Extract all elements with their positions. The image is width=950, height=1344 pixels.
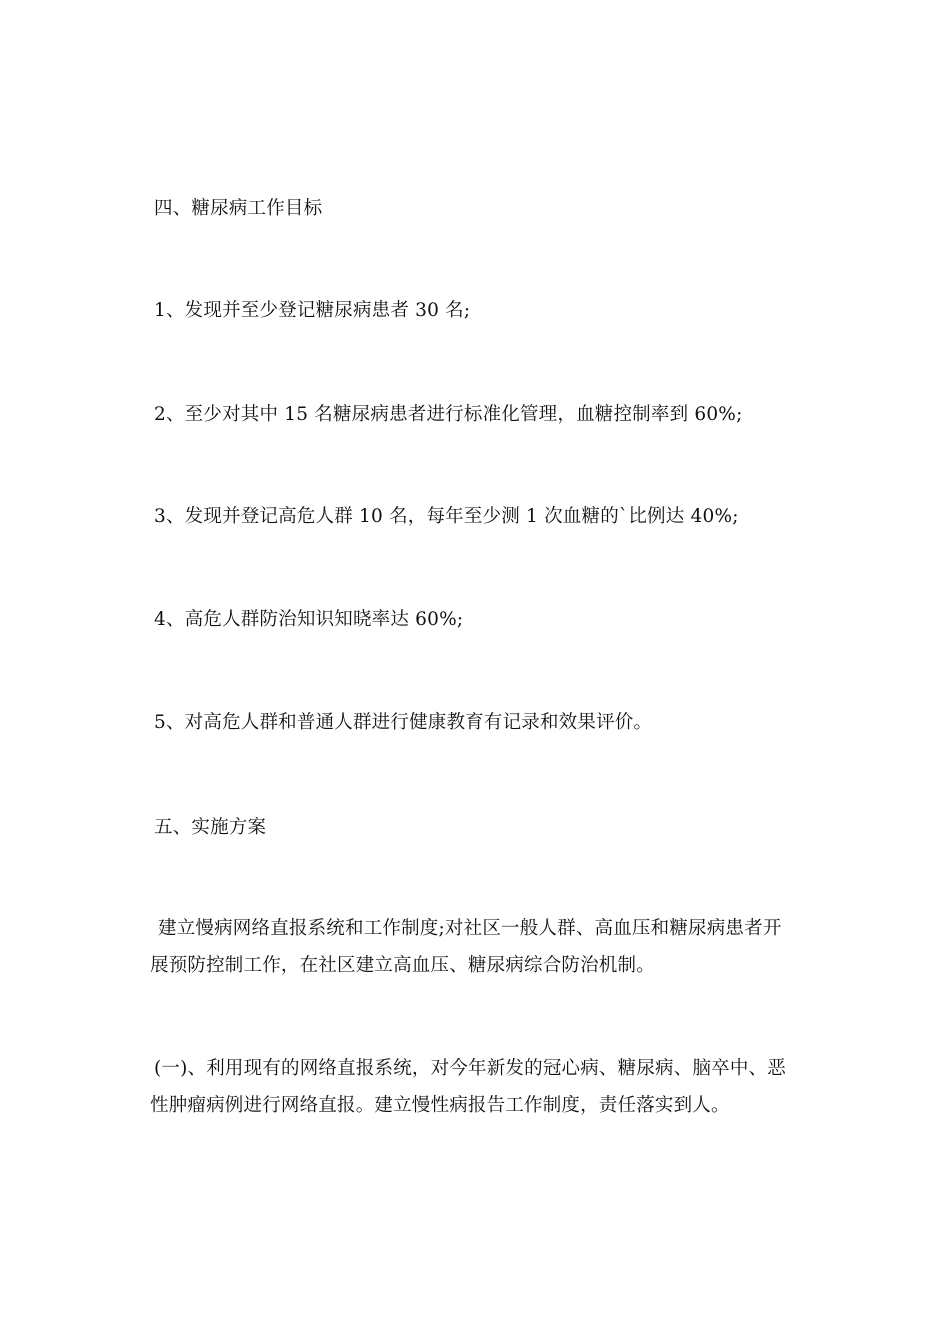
intro-line-2: 展预防控制工作，在社区建立高血压、糖尿病综合防治机制。 <box>150 955 655 976</box>
goal-item-4: 4、高危人群防治知识知晓率达 60%; <box>154 609 464 630</box>
implementation-paragraph-1 <box>150 1050 810 1124</box>
para1-line-1: (一)、利用现有的网络直报系统，对今年新发的冠心病、糖尿病、脑卒中、恶 <box>154 1058 786 1079</box>
intro-line-1: 建立慢病网络直报系统和工作制度;对社区一般人群、高血压和糖尿病患者开 <box>158 918 782 939</box>
goal-item-5: 5、对高危人群和普通人群进行健康教育有记录和效果评价。 <box>154 712 653 733</box>
goal-item-1: 1、发现并至少登记糖尿病患者 30 名; <box>154 300 471 321</box>
section-heading-diabetes-goals: 四、糖尿病工作目标 <box>154 198 323 219</box>
implementation-intro-paragraph <box>150 910 810 984</box>
section-heading-implementation: 五、实施方案 <box>154 817 267 838</box>
para1-line-2: 性肿瘤病例进行网络直报。建立慢性病报告工作制度，责任落实到人。 <box>150 1095 730 1116</box>
goal-item-3: 3、发现并登记高危人群 10 名，每年至少测 1 次血糖的`比例达 40%; <box>154 506 739 527</box>
goal-item-2: 2、至少对其中 15 名糖尿病患者进行标准化管理，血糖控制率到 60%; <box>154 404 743 425</box>
